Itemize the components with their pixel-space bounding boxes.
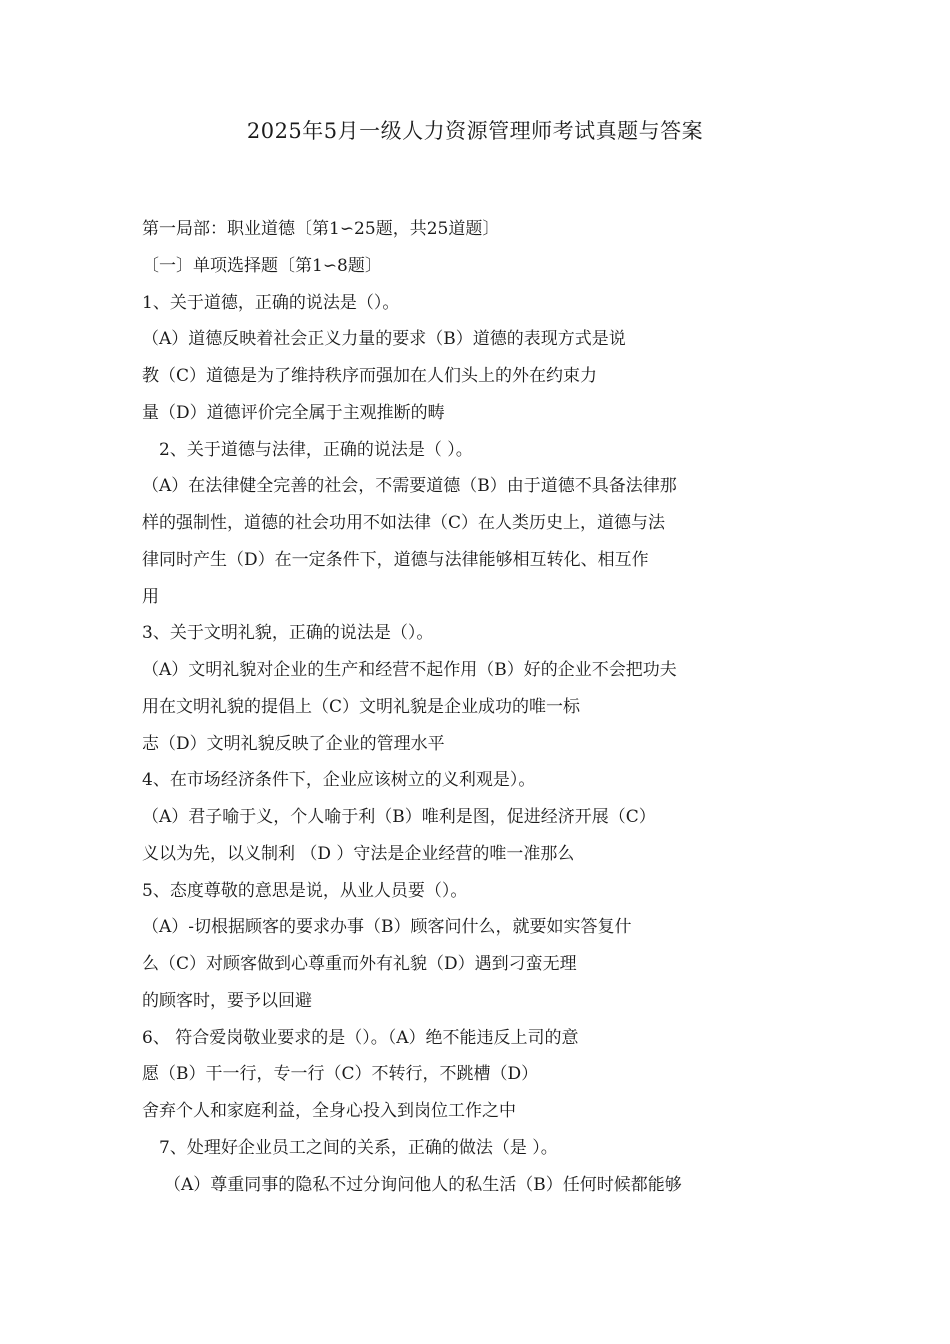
question-4: 4、在市场经济条件下，企业应该树立的义利观是）。 (142, 770, 536, 791)
question-2-options: 样的强制性，道德的社会功用不如法律（C）在人类历史上，道德与法 (142, 513, 666, 533)
question-6-options: 愿（B）干一行，专一行（C）不转行，不跳槽（D） (142, 1064, 539, 1085)
question-3-options: 志（D）文明礼貌反映了企业的管理水平 (142, 733, 445, 754)
question-1-options: 量（D）道德评价完全属于主观推断的畴 (142, 402, 445, 423)
question-2: 2、关于道德与法律，正确的说法是（ ）。 (159, 439, 473, 460)
question-2-options: 律同时产生（D）在一定条件下，道德与法律能够相互转化、相互作 (142, 549, 649, 570)
question-7: 7、处理好企业员工之间的关系，正确的做法（是 ）。 (159, 1137, 558, 1158)
question-1-options: （A）道德反映着社会正义力量的要求（B）道德的表现方式是说 (142, 329, 626, 350)
question-5-options: 的顾客时，要予以回避 (142, 990, 312, 1011)
question-1: 1、关于道德，正确的说法是（）。 (142, 292, 400, 313)
question-3-options: （A）文明礼貌对企业的生产和经营不起作用（B）好的企业不会把功夫 (142, 660, 677, 680)
question-6-options: 舍弃个人和家庭利益，全身心投入到岗位工作之中 (142, 1101, 516, 1121)
document-title: 2025年5月一级人力资源管理师考试真题与答案 (246, 119, 704, 143)
question-2-options: （A）在法律健全完善的社会，不需要道德（B）由于道德不具备法律那 (142, 476, 677, 497)
question-3: 3、关于文明礼貌，正确的说法是（）。 (142, 623, 434, 644)
question-3-options: 用在文明礼貌的提倡上（C）文明礼貌是企业成功的唯一标 (142, 696, 581, 717)
section-heading: 第一局部：职业道德〔第1∽25题，共25道题〕 (142, 219, 500, 239)
question-5: 5、态度尊敬的意思是说，从业人员要（）。 (142, 880, 468, 901)
question-5-options: 么（C）对顾客做到心尊重而外有礼貌（D）遇到刁蛮无理 (142, 954, 577, 974)
document-body (142, 215, 842, 1207)
subsection-heading: 〔一〕单项选择题〔第1∽8题〕 (142, 255, 382, 276)
question-6: 6、 符合爱岗敬业要求的是（）。（A）绝不能违反上司的意 (142, 1027, 579, 1048)
question-4-options: （A）君子喻于义，个人喻于利（B）唯利是图，促进经济开展（C） (142, 807, 656, 827)
question-2-options: 用 (142, 586, 159, 607)
question-4-options: 义以为先，以义制利 （D ）守法是企业经营的唯一准那么 (142, 843, 575, 864)
question-5-options: （A）-切根据顾客的要求办事（B）顾客问什么，就要如实答复什 (142, 917, 632, 938)
question-1-options: 教（C）道德是为了维持秩序而强加在人们头上的外在约束力 (142, 366, 598, 386)
question-7-options: （A）尊重同事的隐私不过分询问他人的私生活（B）任何时候都能够 (164, 1174, 682, 1195)
